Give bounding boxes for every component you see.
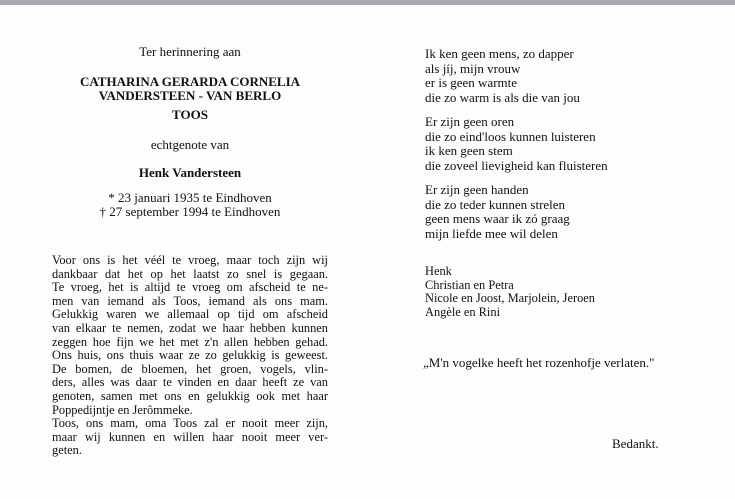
- poem-line: ik ken geen stem: [425, 143, 513, 158]
- family-list: [425, 265, 595, 319]
- death-date: † 27 september 1994 te Eindhoven: [99, 204, 281, 219]
- poem-line: Ik ken geen mens, zo dapper: [425, 46, 574, 61]
- family-member: Nicole en Joost, Marjolein, Jeroen: [425, 291, 595, 306]
- message-line: maar wij kunnen en willen haar nooit meer ver-: [52, 429, 328, 444]
- name-line-1: CATHARINA GERARDA CORNELIA: [79, 74, 301, 89]
- poem-line: mijn liefde mee wil delen: [425, 225, 558, 241]
- spouse-intro: echtgenote van: [150, 137, 230, 152]
- message-line: zeggen hoe fijn we het met z'n allen hebben gehad.: [52, 334, 328, 349]
- message-line: Voor ons is het véél te vroeg, maar toch zijn wij: [52, 253, 328, 267]
- poem-stanza-1: [425, 47, 580, 105]
- message-line: Ons huis, ons thuis waar ze zo gelukkig is geweest.: [52, 348, 328, 363]
- message-line: Te vroeg, het is altijd te vroeg om afscheid te ne-: [52, 280, 328, 295]
- message-line: ders, alles was daar te vinden en daar heeft ze van: [52, 375, 328, 390]
- poem-stanza-3: [425, 183, 570, 241]
- message-line: geten.: [52, 443, 82, 458]
- poem-line: geen mens waar ik zó graag: [425, 211, 570, 226]
- poem-line: Er zijn geen handen: [425, 182, 529, 197]
- message-line: genoten, samen met ons en gelukkig ook met haar: [52, 388, 328, 403]
- poem-line: die zoveel lievigheid kan fluisteren: [425, 157, 608, 173]
- poem-stanza-2: [425, 115, 608, 173]
- birth-date: * 23 januari 1935 te Eindhoven: [108, 190, 272, 205]
- family-member: Christian en Petra: [425, 277, 514, 292]
- message-line: van elkaar te nemen, zodat we haar hebben kunnen: [52, 320, 328, 335]
- message-line: Gelukkig waren we allemaal op tijd om afscheid: [52, 307, 328, 322]
- family-member: Angèle en Rini: [425, 304, 501, 319]
- family-member: Henk: [425, 264, 452, 278]
- message-line: Poppedijntje en Jerômmeke.: [52, 402, 193, 417]
- thanks: Bedankt.: [612, 436, 659, 451]
- poem-line: die zo eind'loos kunnen luisteren: [425, 128, 596, 144]
- intro-text: Ter herinnering aan: [139, 44, 241, 59]
- poem-line: als jíj, mijn vrouw: [425, 60, 521, 76]
- message-line: De bomen, de bloemen, het groen, vogels, vlin-: [52, 361, 328, 376]
- poem-line: die zo warm is als die van jou: [425, 89, 580, 105]
- message-line: Toos, ons mam, oma Toos zal er nooit meer zijn,: [52, 416, 328, 431]
- nickname: TOOS: [172, 107, 208, 122]
- poem-line: die zo teder kunnen strelen: [425, 196, 566, 212]
- poem-line: er is geen warmte: [425, 75, 518, 90]
- message-block: [52, 254, 328, 458]
- memorial-card: [0, 5, 735, 499]
- message-line: men van iemand als Toos, iemand als ons mam.: [52, 293, 328, 308]
- name-line-2: VANDERSTEEN - VAN BERLO: [98, 88, 282, 103]
- spouse-name: Henk Vandersteen: [138, 165, 242, 180]
- message-line: dankbaar dat het op het laatst zo snel is gegaan.: [52, 266, 328, 281]
- poem-line: Er zijn geen oren: [425, 114, 515, 129]
- quote: „M'n vogelke heeft het rozenhofje verlaten.": [423, 355, 655, 370]
